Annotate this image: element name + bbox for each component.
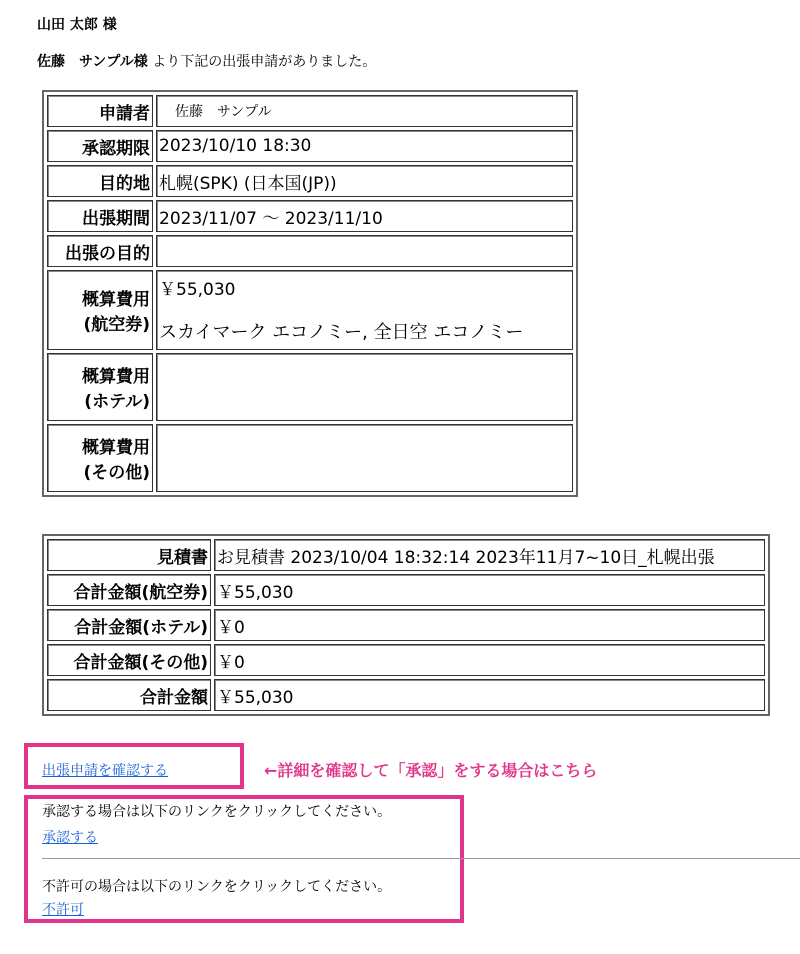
- hotel-estimate-value: [156, 353, 573, 421]
- table-row: [47, 539, 765, 571]
- air-estimate-label: [47, 270, 153, 350]
- applicant-value: 佐藤 サンプル: [156, 95, 573, 127]
- approve-message: 承認する場合は以下のリンクをクリックしてください。: [42, 804, 392, 820]
- table-row: [47, 130, 573, 162]
- table-row: [47, 424, 573, 492]
- total-other-label: 合計金額(その他): [47, 644, 211, 676]
- table-row: [47, 235, 573, 267]
- deny-message: 不許可の場合は以下のリンクをクリックしてください。: [42, 879, 392, 895]
- total-air-label: 合計金額(航空券): [47, 574, 211, 606]
- intro-text: より下記の出張申請がありました。: [147, 54, 377, 70]
- air-estimate-desc: スカイマーク エコノミー, 全日空 エコノミー: [159, 322, 524, 343]
- table-row: [47, 644, 765, 676]
- table-row: [47, 679, 765, 711]
- confirm-request-link[interactable]: 出張申請を確認する: [42, 763, 168, 779]
- intro-line: [37, 51, 376, 71]
- destination-value: 札幌(SPK) (日本国(JP)): [156, 165, 573, 197]
- total-label: 合計金額: [47, 679, 211, 711]
- table-row: [47, 95, 573, 127]
- other-estimate-label-1: 概算費用: [82, 438, 150, 458]
- deadline-value: 2023/10/10 18:30: [156, 130, 573, 162]
- other-estimate-label-2: (その他): [83, 463, 150, 483]
- air-estimate-label-2: (航空券): [83, 315, 150, 335]
- recipient-name: 山田 太郎 様: [37, 17, 117, 33]
- air-estimate-value: [156, 270, 573, 350]
- table-row: [47, 165, 573, 197]
- annotation-text: ←詳細を確認して「承認」をする場合はこちら: [264, 761, 598, 780]
- total-hotel-value: ￥0: [214, 609, 765, 641]
- period-value: 2023/11/07 ～ 2023/11/10: [156, 200, 573, 232]
- sender-name: 佐藤 サンプル様: [37, 54, 148, 70]
- table-row: [47, 200, 573, 232]
- other-estimate-value: [156, 424, 573, 492]
- table-row: [47, 270, 573, 350]
- request-table: [42, 90, 578, 497]
- approve-link[interactable]: 承認する: [42, 830, 98, 846]
- quote-value: お見積書 2023/10/04 18:32:14 2023年11月7~10日_札幌出張: [214, 539, 765, 571]
- table-row: [47, 574, 765, 606]
- hotel-estimate-label: [47, 353, 153, 421]
- total-air-value: ￥55,030: [214, 574, 765, 606]
- air-estimate-amount: ￥55,030: [159, 280, 236, 300]
- other-estimate-label: [47, 424, 153, 492]
- period-label: 出張期間: [47, 200, 153, 232]
- table-row: [47, 353, 573, 421]
- total-hotel-label: 合計金額(ホテル): [47, 609, 211, 641]
- purpose-label: 出張の目的: [47, 235, 153, 267]
- quote-table: [42, 534, 770, 716]
- destination-label: 目的地: [47, 165, 153, 197]
- hotel-estimate-label-1: 概算費用: [82, 367, 150, 387]
- quote-label: 見積書: [47, 539, 211, 571]
- air-estimate-label-1: 概算費用: [82, 290, 150, 310]
- hotel-estimate-label-2: (ホテル): [84, 392, 150, 412]
- total-other-value: ￥0: [214, 644, 765, 676]
- table-row: [47, 609, 765, 641]
- deadline-label: 承認期限: [47, 130, 153, 162]
- applicant-label: 申請者: [47, 95, 153, 127]
- purpose-value: [156, 235, 573, 267]
- total-value: ￥55,030: [214, 679, 765, 711]
- deny-link[interactable]: 不許可: [42, 902, 84, 918]
- divider: [42, 858, 800, 859]
